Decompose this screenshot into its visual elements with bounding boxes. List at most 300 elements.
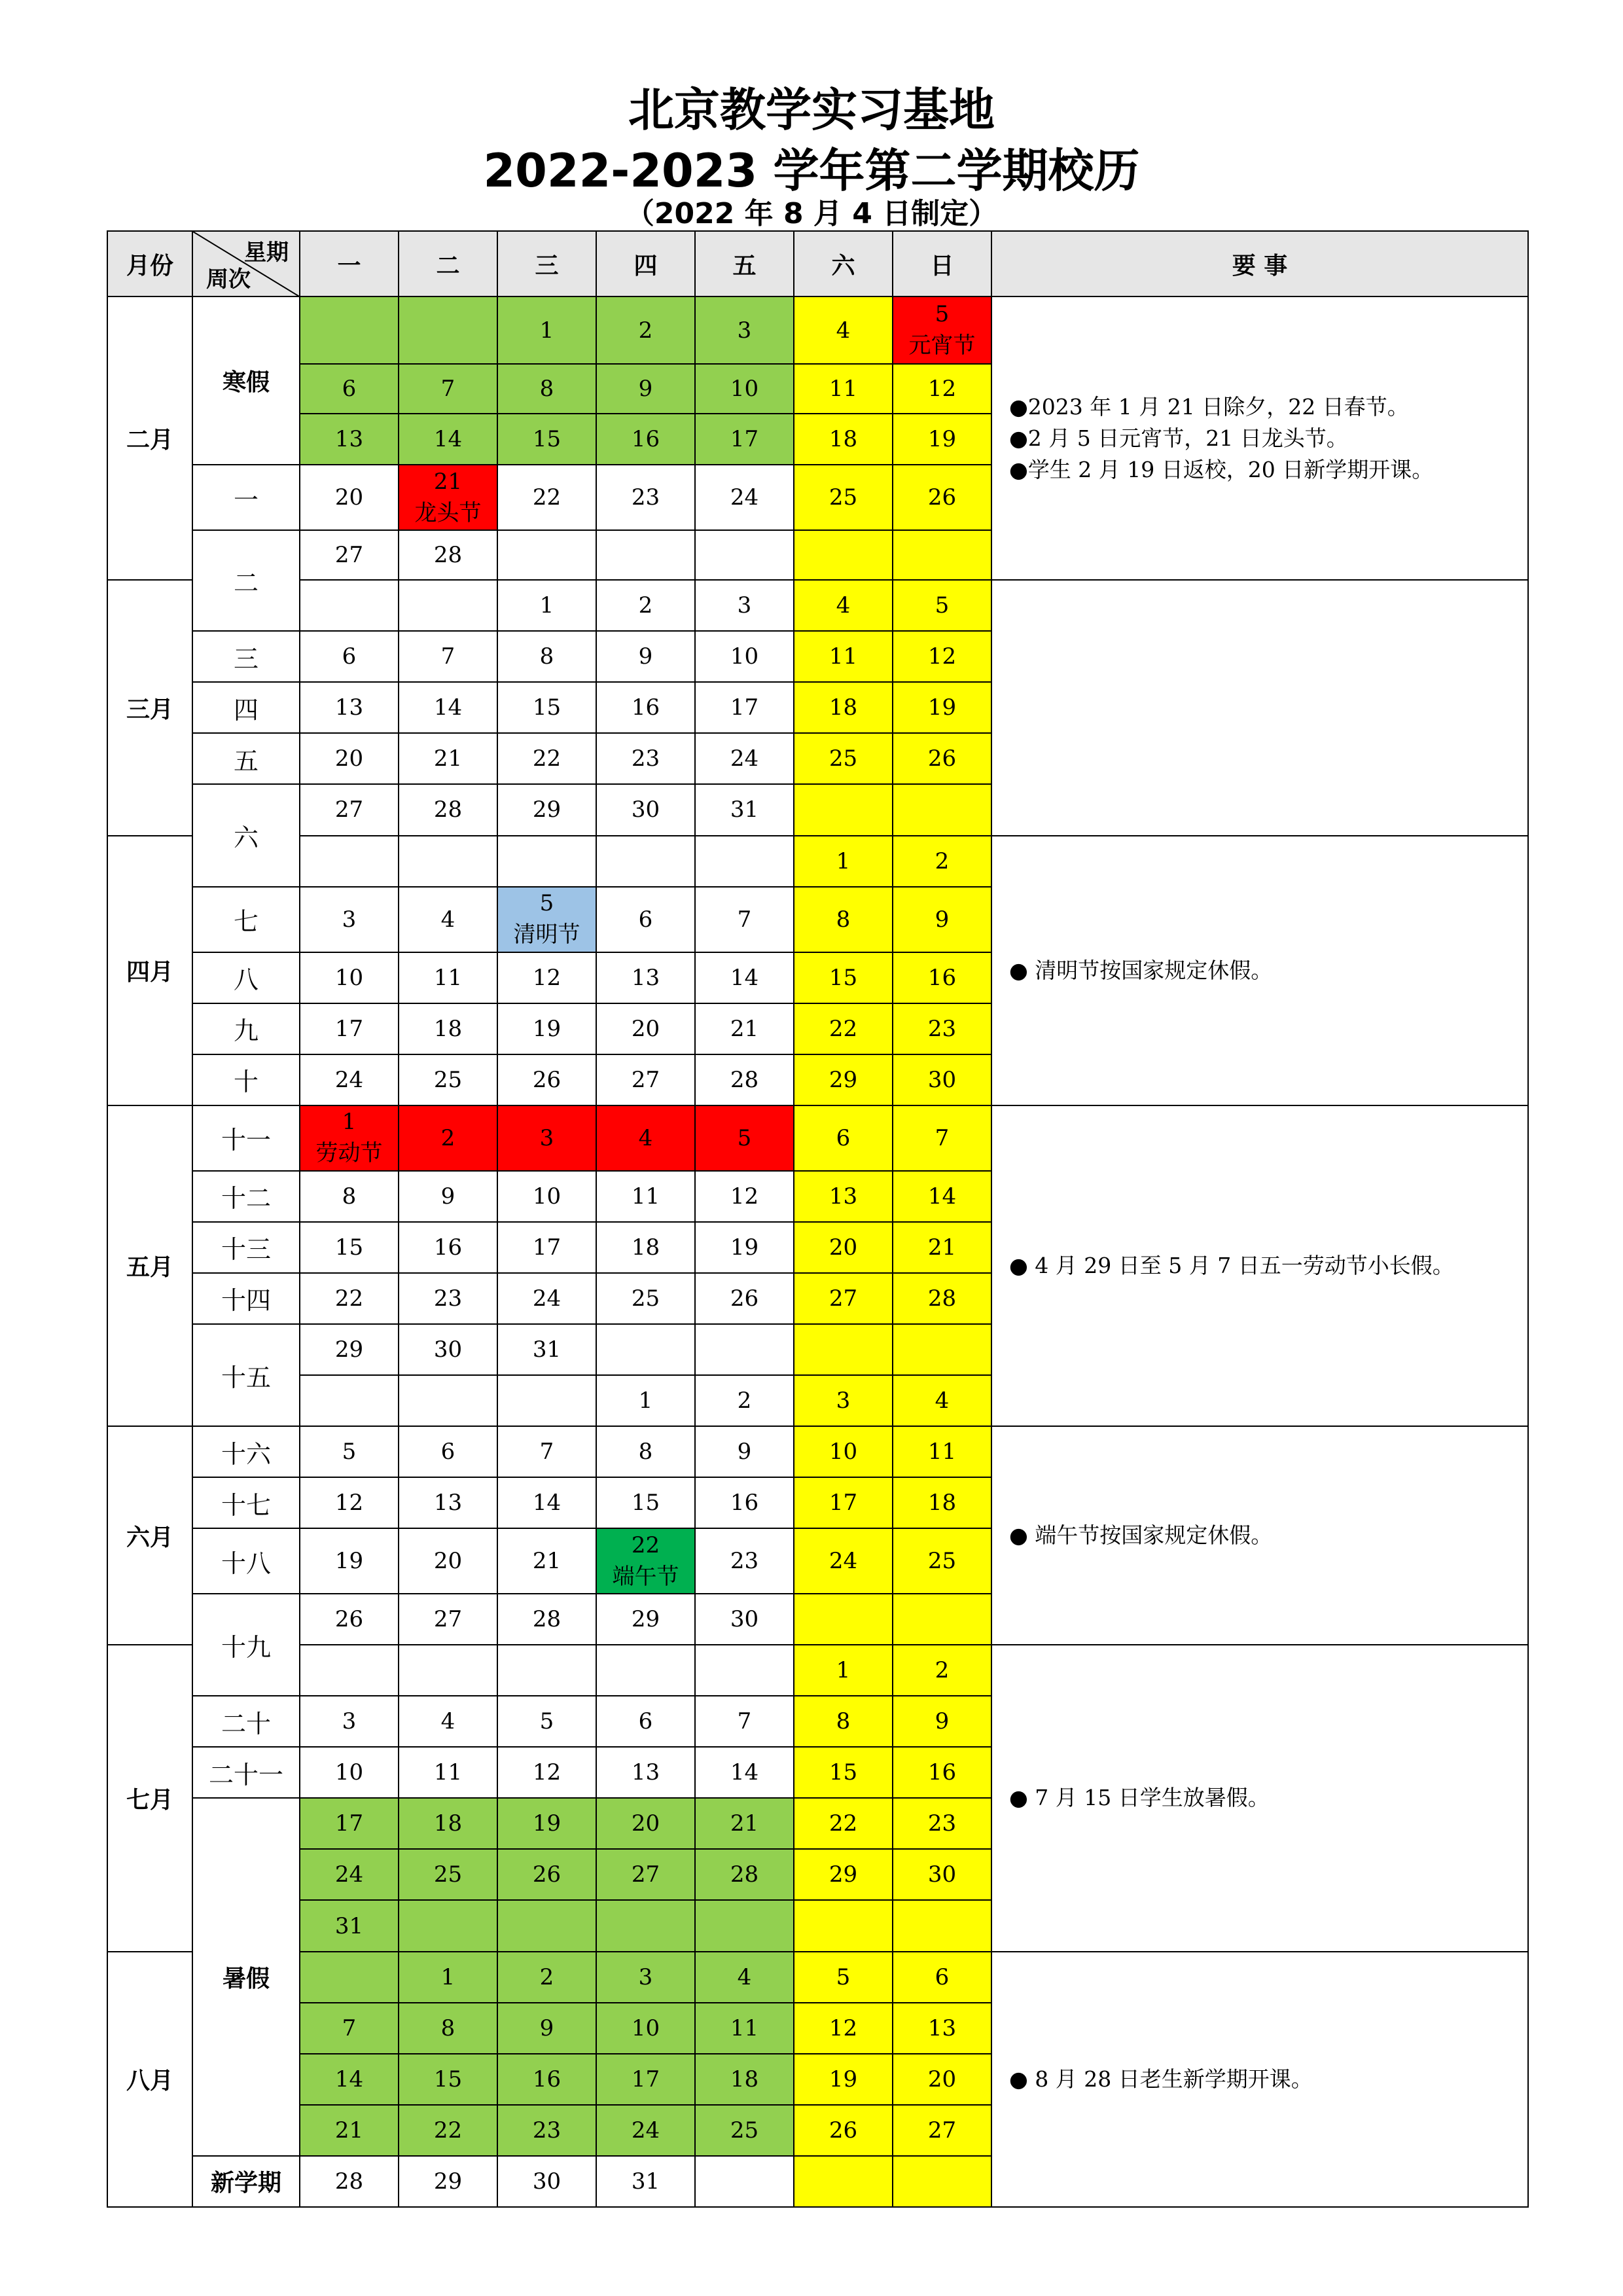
day-header-tue: 二 <box>399 231 497 296</box>
day-cell-tue <box>399 465 497 530</box>
date-number: 7 <box>737 1708 752 1735</box>
day-cell-thu <box>596 1324 695 1375</box>
date-number: 8 <box>342 1183 357 1210</box>
day-cell-thu <box>596 1054 695 1105</box>
day-cell-thu <box>596 2105 695 2156</box>
day-cell-thu <box>596 682 695 733</box>
day-cell-sat <box>794 784 893 835</box>
day-cell-sun <box>893 465 991 530</box>
day-cell-tue <box>399 530 497 580</box>
holiday-label: 清明节 <box>513 922 580 948</box>
date-number: 13 <box>334 426 364 453</box>
date-number: 12 <box>829 2015 858 2041</box>
day-cell-sat <box>794 364 893 414</box>
day-cell-mon <box>300 2003 399 2054</box>
day-cell-wed <box>497 1054 596 1105</box>
day-cell-thu <box>596 1696 695 1747</box>
day-cell-tue <box>399 1952 497 2003</box>
date-number: 24 <box>532 1285 562 1312</box>
date-number: 15 <box>631 1490 660 1516</box>
date-number: 21 <box>927 1234 957 1261</box>
day-cell-sun <box>893 631 991 682</box>
day-header-sun: 日 <box>893 231 991 296</box>
day-cell-wed <box>497 2105 596 2156</box>
day-cell-sun <box>893 1594 991 1645</box>
month-label: 五月 <box>107 1105 192 1426</box>
date-number: 4 <box>737 1964 752 1990</box>
date-number: 30 <box>631 797 660 823</box>
page-title: 北京教学实习基地 <box>628 83 995 137</box>
date-number: 28 <box>730 1066 759 1093</box>
day-cell-sun <box>893 1747 991 1798</box>
date-number: 8 <box>836 906 851 933</box>
day-cell-mon <box>300 1426 399 1477</box>
day-cell-fri <box>695 1105 794 1171</box>
date-number: 17 <box>334 1810 364 1837</box>
date-number: 27 <box>334 797 364 823</box>
week-number: 九 <box>192 1003 300 1054</box>
date-number: 21 <box>730 1015 759 1042</box>
date-number: 9 <box>638 376 653 403</box>
day-cell-tue <box>399 1171 497 1222</box>
day-cell-tue <box>399 580 497 631</box>
date-number: 14 <box>730 1759 759 1786</box>
day-cell-sat <box>794 1477 893 1528</box>
date-number: 25 <box>829 745 858 772</box>
day-cell-fri <box>695 1426 794 1477</box>
date-number: 9 <box>539 2015 554 2041</box>
week-number: 四 <box>192 682 300 733</box>
date-number: 17 <box>631 2066 660 2092</box>
week-number: 十四 <box>192 1273 300 1324</box>
day-cell-mon <box>300 682 399 733</box>
day-cell-mon <box>300 1528 399 1594</box>
day-cell-sat <box>794 1747 893 1798</box>
date-number: 19 <box>730 1234 759 1261</box>
date-number: 11 <box>927 1439 957 1465</box>
day-cell-wed <box>497 784 596 835</box>
day-cell-mon <box>300 1798 399 1849</box>
date-number: 15 <box>532 426 562 453</box>
day-cell-thu <box>596 1477 695 1528</box>
day-cell-mon <box>300 952 399 1003</box>
day-cell-tue <box>399 1324 497 1375</box>
date-number: 8 <box>836 1708 851 1735</box>
notes-cell <box>991 296 1528 580</box>
date-number: 22 <box>334 1285 364 1312</box>
date-number: 14 <box>433 694 463 721</box>
day-cell-fri <box>695 1003 794 1054</box>
date-number: 29 <box>829 1066 858 1093</box>
day-cell-tue <box>399 1222 497 1273</box>
date-number: 2 <box>440 1124 455 1151</box>
date-number: 25 <box>927 1548 957 1575</box>
day-cell-fri <box>695 1222 794 1273</box>
day-cell-tue <box>399 1105 497 1171</box>
day-cell-fri <box>695 1054 794 1105</box>
date-number: 18 <box>433 1015 463 1042</box>
day-cell-thu <box>596 1105 695 1171</box>
day-cell-sun <box>893 1849 991 1900</box>
date-number: 26 <box>730 1285 759 1312</box>
date-number: 26 <box>829 2117 858 2144</box>
day-cell-sat <box>794 1594 893 1645</box>
date-number: 25 <box>631 1285 660 1312</box>
day-cell-sun <box>893 1324 991 1375</box>
day-cell-fri <box>695 1798 794 1849</box>
date-number: 3 <box>737 592 752 619</box>
date-number: 16 <box>532 2066 562 2092</box>
holiday-label: 龙头节 <box>414 499 482 526</box>
day-cell-sat <box>794 1324 893 1375</box>
date-number: 11 <box>631 1183 660 1210</box>
day-header-wed: 三 <box>497 231 596 296</box>
date-number: 22 <box>532 745 562 772</box>
day-cell-sun <box>893 1375 991 1426</box>
notes-cell <box>991 1426 1528 1645</box>
date-number: 1 <box>638 1388 653 1414</box>
day-cell-tue <box>399 2054 497 2105</box>
date-number: 30 <box>532 2168 562 2195</box>
day-cell-fri <box>695 530 794 580</box>
day-cell-tue <box>399 1003 497 1054</box>
day-cell-tue <box>399 887 497 952</box>
day-cell-wed <box>497 952 596 1003</box>
date-number: 12 <box>927 643 957 670</box>
date-number: 23 <box>927 1810 957 1837</box>
date-number: 28 <box>730 1861 759 1888</box>
day-cell-fri <box>695 2003 794 2054</box>
date-number: 14 <box>532 1490 562 1516</box>
day-cell-mon <box>300 784 399 835</box>
day-cell-mon <box>300 296 399 364</box>
date-number: 21 <box>730 1810 759 1837</box>
date-number: 24 <box>334 1861 364 1888</box>
day-cell-sat <box>794 1900 893 1951</box>
day-cell-sun <box>893 1273 991 1324</box>
date-number: 20 <box>829 1234 858 1261</box>
day-cell-sun <box>893 364 991 414</box>
day-cell-sat <box>794 1798 893 1849</box>
month-label: 八月 <box>107 1952 192 2207</box>
week-number: 十七 <box>192 1477 300 1528</box>
date-number: 10 <box>334 964 364 991</box>
day-cell-mon <box>300 465 399 530</box>
date-number: 7 <box>737 906 752 933</box>
day-cell-mon <box>300 1747 399 1798</box>
date-number: 14 <box>730 964 759 991</box>
day-cell-thu <box>596 1645 695 1696</box>
calendar-table <box>107 230 1529 2208</box>
day-cell-tue <box>399 733 497 784</box>
day-cell-sun <box>893 1105 991 1171</box>
date-number: 11 <box>829 643 858 670</box>
day-cell-wed <box>497 1324 596 1375</box>
date-number: 31 <box>631 2168 660 2195</box>
date-number: 8 <box>638 1439 653 1465</box>
day-cell-mon <box>300 364 399 414</box>
day-cell-wed <box>497 2003 596 2054</box>
day-cell-thu <box>596 1900 695 1951</box>
day-cell-wed <box>497 836 596 887</box>
day-cell-tue <box>399 1273 497 1324</box>
day-cell-tue <box>399 952 497 1003</box>
date-number: 30 <box>730 1606 759 1633</box>
day-cell-wed <box>497 1528 596 1594</box>
day-cell-sun <box>893 784 991 835</box>
day-cell-tue <box>399 1594 497 1645</box>
day-cell-tue <box>399 1375 497 1426</box>
date-number: 20 <box>631 1810 660 1837</box>
day-cell-wed <box>497 1849 596 1900</box>
date-number: 3 <box>737 317 752 344</box>
note-line: ● 清明节按国家规定休假。 <box>1009 957 1273 983</box>
week-number: 三 <box>192 631 300 682</box>
note-line: ● 4 月 29 日至 5 月 7 日五一劳动节小长假。 <box>1009 1252 1454 1278</box>
month-header: 月份 <box>107 231 192 296</box>
date-number: 17 <box>730 426 759 453</box>
day-cell-mon <box>300 1273 399 1324</box>
day-cell-sun <box>893 1798 991 1849</box>
day-cell-sun <box>893 1426 991 1477</box>
day-cell-mon <box>300 1477 399 1528</box>
day-cell-sat <box>794 1273 893 1324</box>
day-cell-tue <box>399 682 497 733</box>
day-cell-mon <box>300 1054 399 1105</box>
month-label: 四月 <box>107 836 192 1105</box>
day-cell-fri <box>695 836 794 887</box>
date-number: 19 <box>927 426 957 453</box>
date-number: 28 <box>433 542 463 569</box>
day-cell-tue <box>399 1900 497 1951</box>
day-cell-tue <box>399 1798 497 1849</box>
date-number: 19 <box>927 694 957 721</box>
date-number: 5 <box>342 1439 357 1465</box>
day-cell-tue <box>399 1747 497 1798</box>
day-cell-sun <box>893 682 991 733</box>
page-subtitle: 2022-2023 学年第二学期校历 <box>483 144 1140 198</box>
header-row <box>107 231 1528 296</box>
day-cell-mon <box>300 1375 399 1426</box>
date-number: 2 <box>935 848 950 874</box>
date-number: 12 <box>532 1759 562 1786</box>
date-number: 5 <box>737 1124 752 1151</box>
day-cell-wed <box>497 1952 596 2003</box>
day-cell-fri <box>695 1375 794 1426</box>
date-number: 15 <box>829 1759 858 1786</box>
day-cell-mon <box>300 1952 399 2003</box>
day-cell-fri <box>695 1900 794 1951</box>
week-number: 十三 <box>192 1222 300 1273</box>
date-number: 28 <box>927 1285 957 1312</box>
day-cell-thu <box>596 784 695 835</box>
date-number: 21 <box>433 468 463 495</box>
day-cell-sun <box>893 296 991 364</box>
day-cell-wed <box>497 631 596 682</box>
day-cell-fri <box>695 682 794 733</box>
month-label: 三月 <box>107 580 192 835</box>
day-cell-thu <box>596 530 695 580</box>
date-number: 6 <box>935 1964 950 1990</box>
day-cell-tue <box>399 836 497 887</box>
date-number: 19 <box>829 2066 858 2092</box>
date-number: 16 <box>433 1234 463 1261</box>
day-cell-tue <box>399 1696 497 1747</box>
date-number: 20 <box>927 2066 957 2092</box>
day-cell-tue <box>399 1426 497 1477</box>
date-number: 23 <box>730 1548 759 1575</box>
date-number: 23 <box>927 1015 957 1042</box>
date-number: 13 <box>433 1490 463 1516</box>
day-cell-sun <box>893 2054 991 2105</box>
day-cell-mon <box>300 1645 399 1696</box>
day-cell-sun <box>893 1952 991 2003</box>
date-number: 13 <box>829 1183 858 1210</box>
day-cell-fri <box>695 2156 794 2207</box>
day-cell-fri <box>695 887 794 952</box>
date-number: 3 <box>539 1124 554 1151</box>
day-cell-wed <box>497 1171 596 1222</box>
date-number: 7 <box>342 2015 357 2041</box>
date-number: 29 <box>334 1336 364 1363</box>
day-cell-mon <box>300 1900 399 1951</box>
day-cell-sat <box>794 414 893 465</box>
week-number: 十九 <box>192 1594 300 1696</box>
day-cell-wed <box>497 296 596 364</box>
date-number: 9 <box>737 1439 752 1465</box>
day-cell-thu <box>596 1375 695 1426</box>
month-label: 二月 <box>107 296 192 580</box>
date-number: 27 <box>829 1285 858 1312</box>
date-number: 15 <box>532 694 562 721</box>
day-cell-mon <box>300 2156 399 2207</box>
day-cell-sun <box>893 1222 991 1273</box>
date-number: 15 <box>829 964 858 991</box>
date-number: 19 <box>334 1548 364 1575</box>
day-cell-mon <box>300 530 399 580</box>
day-cell-tue <box>399 2156 497 2207</box>
day-cell-wed <box>497 733 596 784</box>
day-cell-sun <box>893 1054 991 1105</box>
day-cell-sun <box>893 1900 991 1951</box>
date-number: 11 <box>829 376 858 403</box>
revision-date: （2022 年 8 月 4 日制定） <box>625 197 998 230</box>
day-cell-tue <box>399 1477 497 1528</box>
day-cell-fri <box>695 2105 794 2156</box>
day-cell-mon <box>300 631 399 682</box>
note-line: ●学生 2 月 19 日返校，20 日新学期开课。 <box>1009 456 1434 482</box>
day-cell-mon <box>300 836 399 887</box>
note-line: ● 端午节按国家规定休假。 <box>1009 1522 1273 1549</box>
day-cell-wed <box>497 364 596 414</box>
date-number: 1 <box>539 592 554 619</box>
date-number: 16 <box>730 1490 759 1516</box>
day-cell-thu <box>596 1003 695 1054</box>
week-number: 二十 <box>192 1696 300 1747</box>
date-number: 24 <box>829 1548 858 1575</box>
week-number: 十八 <box>192 1528 300 1594</box>
day-cell-wed <box>497 1273 596 1324</box>
day-header-sat: 六 <box>794 231 893 296</box>
date-number: 6 <box>638 1708 653 1735</box>
day-cell-fri <box>695 1324 794 1375</box>
date-number: 3 <box>342 1708 357 1735</box>
date-number: 1 <box>342 1109 357 1136</box>
day-cell-fri <box>695 1696 794 1747</box>
date-number: 20 <box>334 484 364 511</box>
day-cell-mon <box>300 414 399 465</box>
date-number: 21 <box>334 2117 364 2144</box>
date-number: 2 <box>638 317 653 344</box>
date-number: 2 <box>539 1964 554 1990</box>
date-number: 18 <box>927 1490 957 1516</box>
day-cell-sun <box>893 2003 991 2054</box>
week-number: 十 <box>192 1054 300 1105</box>
day-cell-fri <box>695 414 794 465</box>
date-number: 13 <box>334 694 364 721</box>
day-cell-fri <box>695 1849 794 1900</box>
day-cell-thu <box>596 887 695 952</box>
day-cell-wed <box>497 1900 596 1951</box>
day-cell-sat <box>794 952 893 1003</box>
week-number: 七 <box>192 887 300 952</box>
date-number: 26 <box>334 1606 364 1633</box>
day-cell-thu <box>596 296 695 364</box>
day-cell-wed <box>497 1798 596 1849</box>
day-cell-mon <box>300 1594 399 1645</box>
day-cell-thu <box>596 631 695 682</box>
week-row <box>107 1426 1528 1477</box>
date-number: 9 <box>935 906 950 933</box>
week-number: 寒假 <box>192 296 300 465</box>
date-number: 19 <box>532 1015 562 1042</box>
day-cell-sat <box>794 1171 893 1222</box>
date-number: 27 <box>334 542 364 569</box>
day-cell-sat <box>794 1003 893 1054</box>
date-number: 28 <box>532 1606 562 1633</box>
date-number: 11 <box>433 964 463 991</box>
date-number: 5 <box>935 301 950 328</box>
date-number: 2 <box>935 1657 950 1684</box>
date-number: 27 <box>631 1861 660 1888</box>
date-number: 6 <box>638 906 653 933</box>
date-number: 22 <box>631 1532 660 1558</box>
day-cell-wed <box>497 1747 596 1798</box>
holiday-label: 劳动节 <box>315 1140 383 1167</box>
date-number: 30 <box>927 1066 957 1093</box>
day-cell-mon <box>300 2105 399 2156</box>
day-cell-sun <box>893 887 991 952</box>
day-cell-thu <box>596 2156 695 2207</box>
day-cell-tue <box>399 784 497 835</box>
note-line: ● 8 月 28 日老生新学期开课。 <box>1009 2066 1313 2092</box>
day-cell-fri <box>695 1747 794 1798</box>
day-cell-mon <box>300 1003 399 1054</box>
day-header-fri: 五 <box>695 231 794 296</box>
date-number: 4 <box>836 317 851 344</box>
day-cell-wed <box>497 682 596 733</box>
day-cell-thu <box>596 1222 695 1273</box>
date-number: 28 <box>334 2168 364 2195</box>
day-cell-fri <box>695 1594 794 1645</box>
day-cell-thu <box>596 364 695 414</box>
date-number: 10 <box>730 643 759 670</box>
day-header-thu: 四 <box>596 231 695 296</box>
date-number: 24 <box>730 484 759 511</box>
day-cell-wed <box>497 1594 596 1645</box>
date-number: 11 <box>433 1759 463 1786</box>
day-cell-sat <box>794 1105 893 1171</box>
